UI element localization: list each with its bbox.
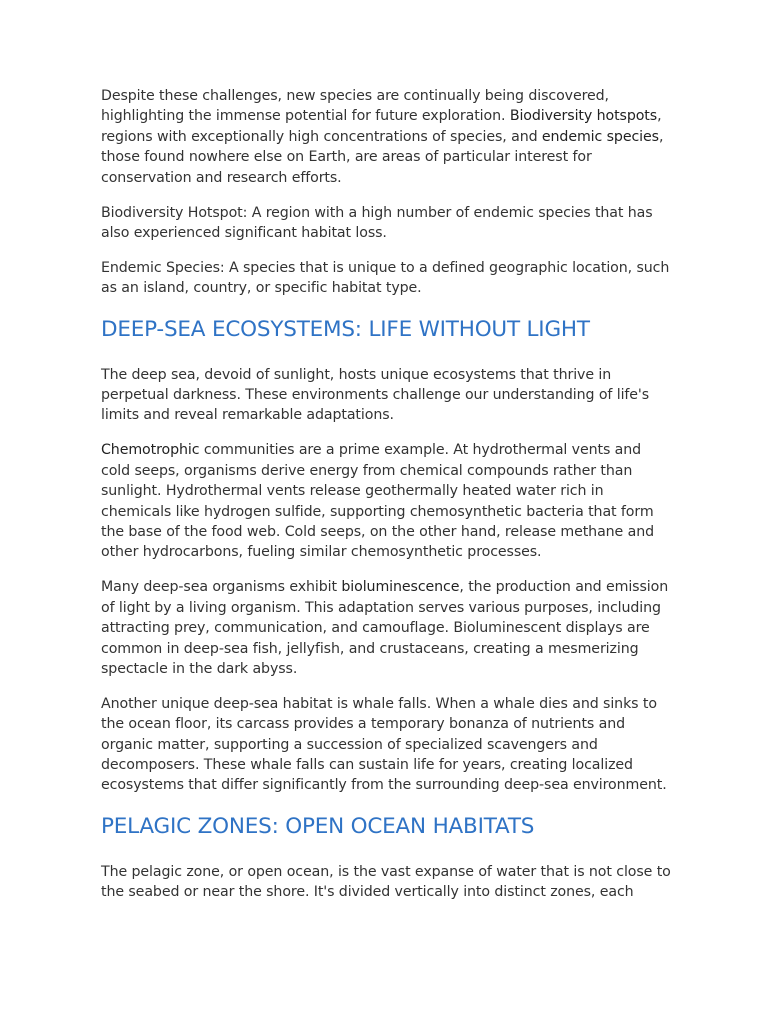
paragraph-text: Many deep-sea organisms exhibit — [101, 579, 342, 596]
definition-biodiversity-hotspot: Biodiversity Hotspot: A region with a high number of endemic species that has also experienced significant habitat loss. — [101, 204, 653, 241]
paragraph-bioluminescence — [101, 577, 671, 679]
paragraph-chemotrophic — [101, 440, 671, 562]
paragraph-text: , the production and emission of light by a living organism. This adaptation serves various purposes, including attracting prey, communication, and camouflage. Bioluminescent displays are common in deep-sea fish, jellyfish, and crustaceans, creating a mesmerizing spectacle in the dark abyss. — [101, 579, 669, 677]
paragraph-new-species — [101, 86, 671, 188]
heading-pelagic-zones: PELAGIC ZONES: OPEN OCEAN HABITATS — [101, 813, 535, 839]
document-page — [101, 86, 671, 917]
paragraph-text: , regions with exceptionally high concentrations of species, and — [101, 108, 662, 145]
paragraph-text: communities are a prime example. At hydrothermal vents and cold seeps, organisms derive energy from chemical compounds rather than sunlight. Hydrothermal vents release geothermally heated water rich in chemicals like hydrogen sulfide, supporting chemosynthetic bacteria that form the base of the food web. Cold seeps, on the other hand, release methane and other hydrocarbons, fueling similar chemosynthetic processes. — [101, 442, 654, 561]
term-bioluminescence: bioluminescence — [341, 579, 460, 596]
term-endemic-species: endemic species — [541, 128, 659, 145]
paragraph-text: Despite these challenges, new species are continually being discovered, highlighting the immense potential for future exploration. — [101, 88, 609, 125]
paragraph-whale-falls: Another unique deep-sea habitat is whale falls. When a whale dies and sinks to the ocean floor, its carcass provides a temporary bonanza of nutrients and organic matter, supporting a succession of specialized scavengers and decomposers. These whale falls can sustain life for years, creating localized ecosystems that differ significantly from the surrounding deep-sea environment. — [101, 695, 667, 794]
paragraph-text: , those found nowhere else on Earth, are areas of particular interest for conservation and research efforts. — [101, 128, 664, 186]
term-biodiversity-hotspots: Biodiversity hotspots — [509, 108, 658, 125]
paragraph-pelagic-intro: The pelagic zone, or open ocean, is the vast expanse of water that is not close to the seabed or near the shore. It's divided vertically into distinct zones, each — [101, 863, 671, 901]
heading-deep-sea-ecosystems: DEEP-SEA ECOSYSTEMS: LIFE WITHOUT LIGHT — [101, 316, 590, 342]
definition-endemic-species: Endemic Species: A species that is unique to a defined geographic location, such as an island, country, or specific habitat type. — [101, 259, 670, 297]
term-chemotrophic: Chemotrophic — [101, 442, 200, 459]
paragraph-deep-sea-intro: The deep sea, devoid of sunlight, hosts unique ecosystems that thrive in perpetual darkness. These environments challenge our understanding of life's limits and reveal remarkable adaptations. — [101, 366, 650, 424]
